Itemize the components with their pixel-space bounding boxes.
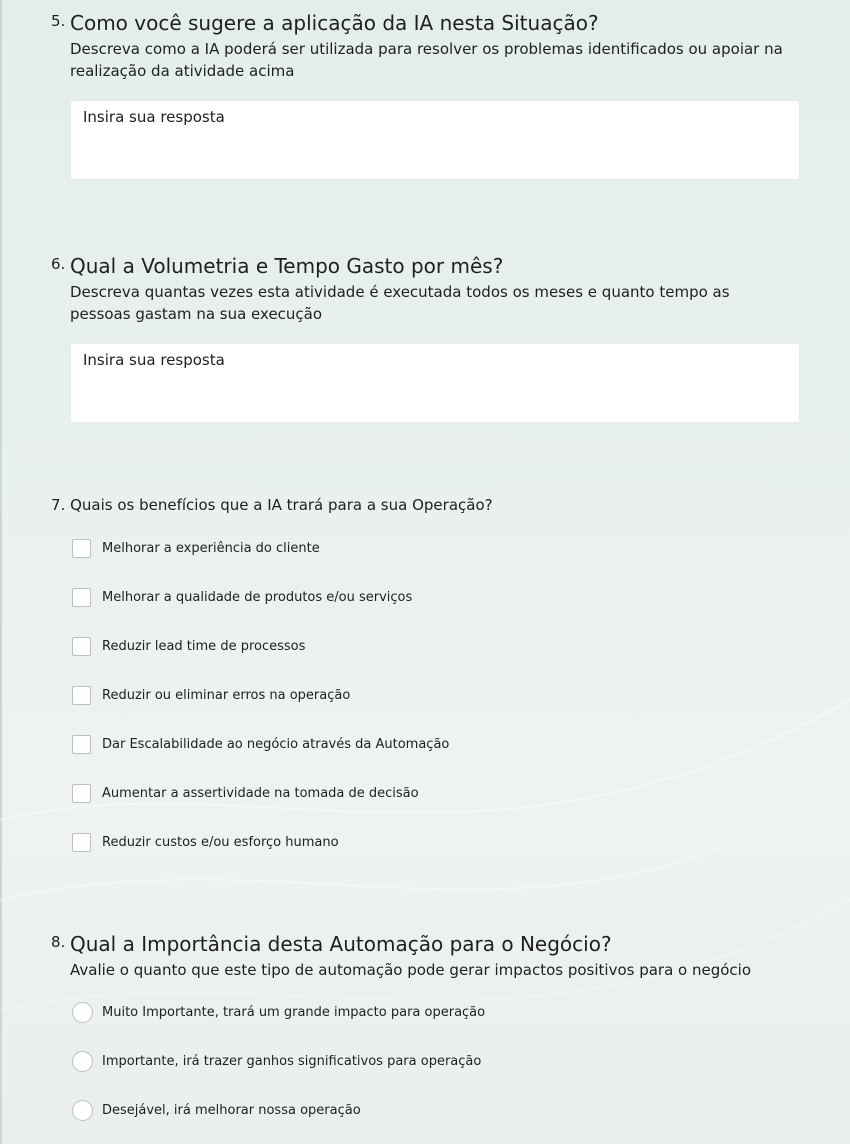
question-5-number: 5. [51,12,66,30]
checkbox-label: Melhorar a qualidade de produtos e/ou serviços [102,589,413,605]
radio-option[interactable] [72,1001,485,1023]
radio-button[interactable] [72,1100,93,1121]
checkbox-option[interactable] [72,635,305,657]
question-6-answer-input[interactable]: Insira sua resposta [70,343,800,423]
checkbox-option[interactable] [72,684,350,706]
radio-option[interactable] [72,1050,481,1072]
radio-button[interactable] [72,1051,93,1072]
checkbox-option[interactable] [72,733,449,755]
question-6-description: Descreva quantas vezes esta atividade é executada todos os meses e quanto tempo as pessoas gastam na sua execução [70,283,730,323]
checkbox[interactable] [72,784,91,803]
page-left-border [0,0,2,1144]
radio-label: Muito Importante, trará um grande impacto para operação [102,1004,486,1020]
question-6-title: Qual a Volumetria e Tempo Gasto por mês? [70,254,504,278]
radio-label: Desejável, irá melhorar nossa operação [102,1102,361,1118]
question-6-number: 6. [51,255,66,273]
checkbox-label: Reduzir custos e/ou esforço humano [102,834,339,850]
checkbox-label: Reduzir lead time de processos [102,638,306,654]
question-7-title: 7. Quais os benefícios que a IA trará para a sua Operação? [51,496,493,514]
question-8-description: Avalie o quanto que este tipo de automação pode gerar impactos positivos para o negócio [70,961,752,979]
checkbox[interactable] [72,833,91,852]
checkbox[interactable] [72,588,91,607]
checkbox-label: Reduzir ou eliminar erros na operação [102,687,351,703]
checkbox[interactable] [72,686,91,705]
question-5-title: Como você sugere a aplicação da IA nesta Situação? [70,11,599,35]
checkbox[interactable] [72,637,91,656]
radio-label: Importante, irá trazer ganhos significativos para operação [102,1053,482,1069]
checkbox-option[interactable] [72,586,412,608]
question-5-answer-input[interactable]: Insira sua resposta [70,100,800,180]
checkbox-option[interactable] [72,831,339,853]
checkbox[interactable] [72,539,91,558]
radio-option[interactable] [72,1099,361,1121]
checkbox-label: Dar Escalabilidade ao negócio através da Automação [102,736,450,752]
checkbox-option[interactable] [72,782,419,804]
checkbox-label: Aumentar a assertividade na tomada de decisão [102,785,419,801]
checkbox[interactable] [72,735,91,754]
question-8-title: Qual a Importância desta Automação para o Negócio? [70,932,612,956]
question-8-number: 8. [51,933,66,951]
question-5-description: Descreva como a IA poderá ser utilizada para resolver os problemas identificados ou apoiar na realização da atividade acima [70,40,783,80]
checkbox-label: Melhorar a experiência do cliente [102,540,320,556]
checkbox-option[interactable] [72,537,320,559]
radio-button[interactable] [72,1002,93,1023]
